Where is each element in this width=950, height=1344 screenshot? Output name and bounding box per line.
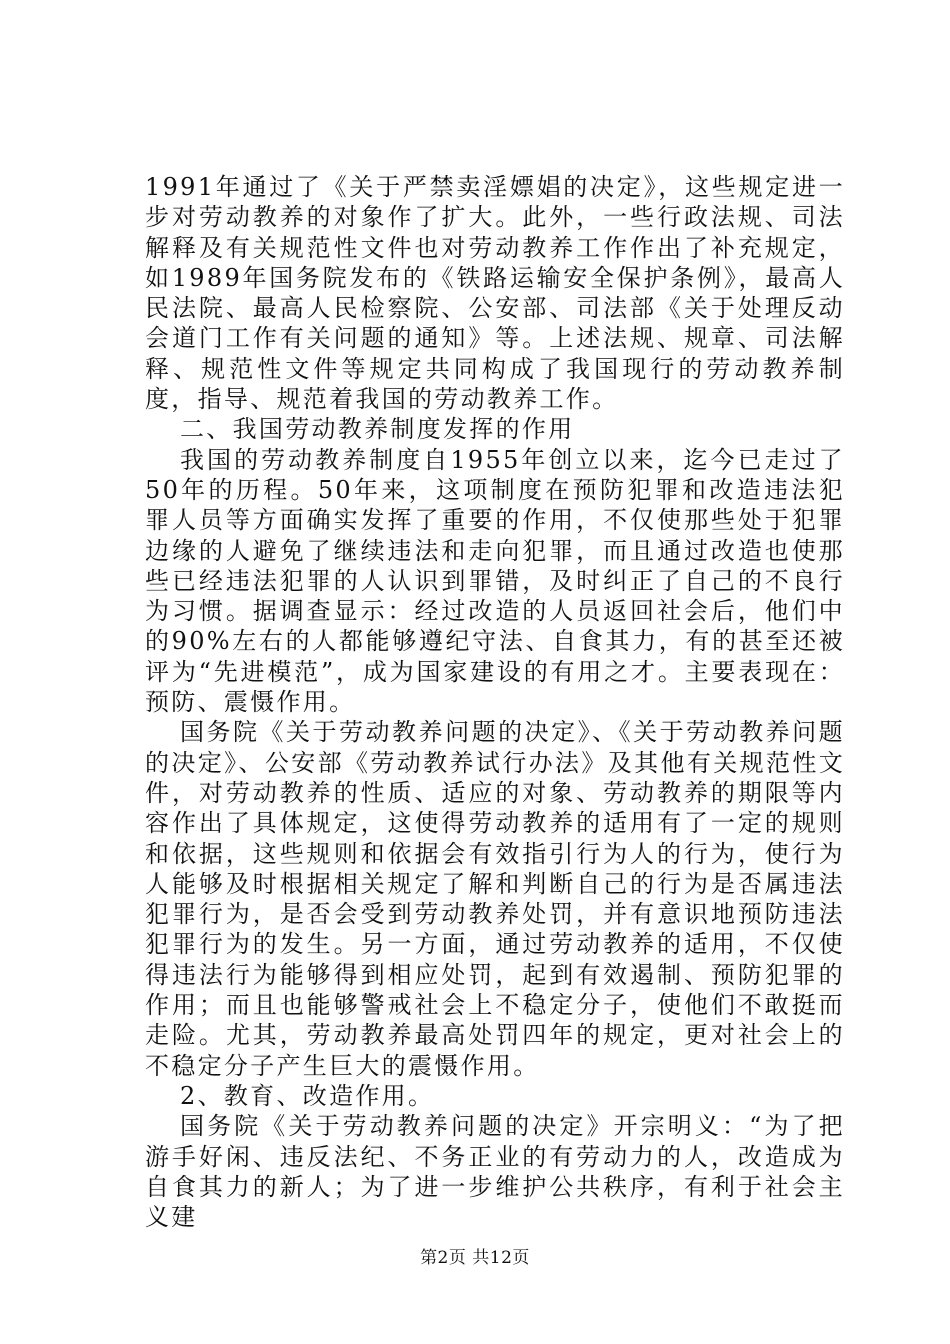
paragraph-legal-framework: 1991年通过了《关于严禁卖淫嫖娼的决定》，这些规定进一步对劳动教养的对象作了扩大。此外，一些行政法规、司法解释及有关规范性文件也对劳动教养工作作出了补充规定，如1989年国务院发布的《铁路运输安全保护条例》，最高人民法院、最高人民检察院、公安部、司法部《关于处理反动会道门工作有关问题的通知》等。上述法规、规章、司法解释、规范性文件等规定共同构成了我国现行的劳动教养制度，指导、规范着我国的劳动教养工作。 xyxy=(145,173,845,414)
subsection-heading: 2、教育、改造作用。 xyxy=(180,1081,435,1110)
paragraph-history: 我国的劳动教养制度自1955年创立以来，迄今已走过了50年的历程。50年来，这项制度在预防犯罪和改造违法犯罪人员等方面确实发挥了重要的作用，不仅使那些处于犯罪边缘的人避免了继续违法和走向犯罪，而且通过改造也使那些已经违法犯罪的人认识到罪错，及时纠正了自己的不良行为习惯。据调查显示：经过改造的人员返回社会后，他们中的90%左右的人都能够遵纪守法、自食其力，有的甚至还被评为“先进模范”，成为国家建设的有用之才。主要表现在：预防、震慑作用。 xyxy=(145,445,845,717)
page-footer: 第2页 共12页 xyxy=(420,1248,530,1268)
paragraph-prevention: 国务院《关于劳动教养问题的决定》、《关于劳动教养问题的决定》、公安部《劳动教养试行办法》及其他有关规范性文件，对劳动教养的性质、适应的对象、劳动教养的期限等内容作出了具体规定，这使得劳动教养的适用有了一定的规则和依据，这些规则和依据会有效指引行为人的行为，使行为人能够及时根据相关规定了解和判断自己的行为是否属违法犯罪行为，是否会受到劳动教养处罚，并有意识地预防违法犯罪行为的发生。另一方面，通过劳动教养的适用，不仅使得违法行为能够得到相应处罚，起到有效遏制、预防犯罪的作用；而且也能够警戒社会上不稳定分子，使他们不敢挺而走险。尤其，劳动教养最高处罚四年的规定，更对社会上的不稳定分子产生巨大的震慑作用。 xyxy=(145,718,845,1080)
paragraph-education: 国务院《关于劳动教养问题的决定》开宗明义：“为了把游手好闲、违反法纪、不务正业的有劳动力的人，改造成为自食其力的新人；为了进一步维护公共秩序，有利于社会主义建 xyxy=(145,1112,845,1232)
section-heading: 二、我国劳动教养制度发挥的作用 xyxy=(180,415,575,444)
document-body xyxy=(145,172,845,1232)
